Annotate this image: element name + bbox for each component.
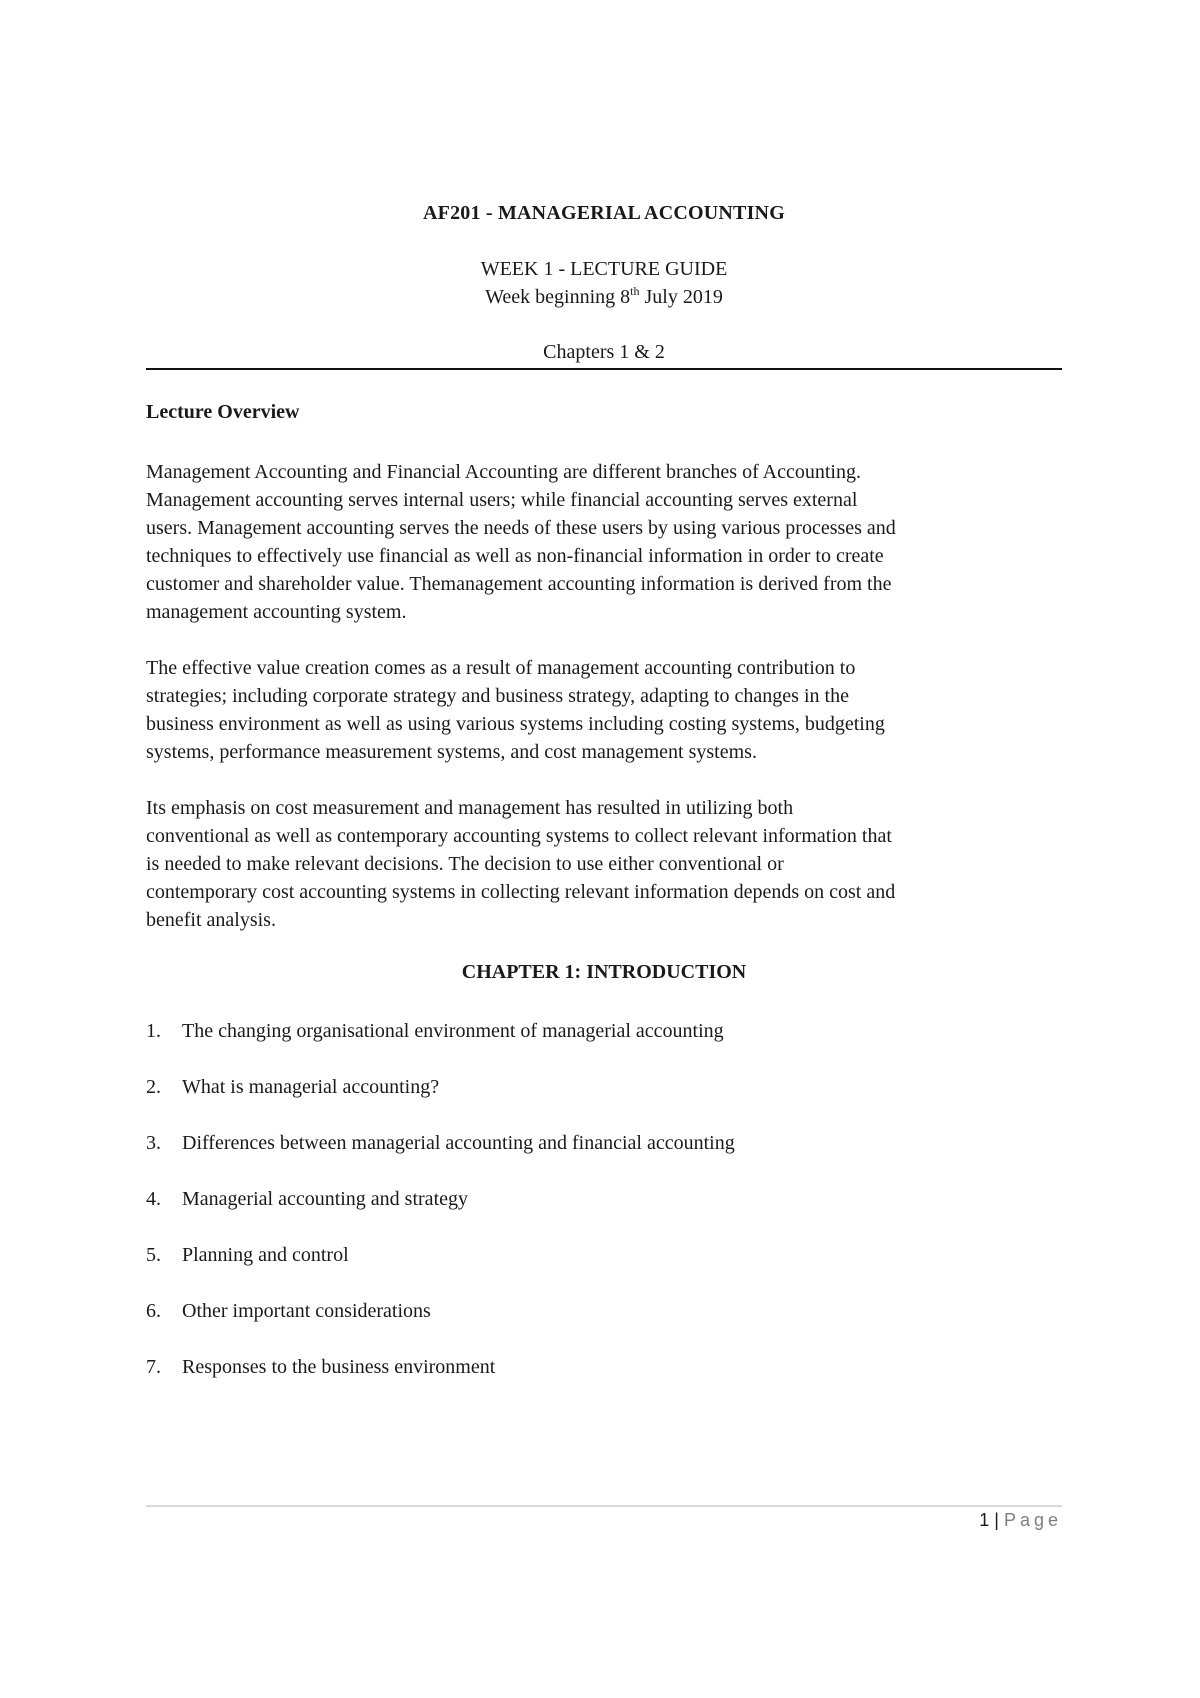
list-item-number: 2. xyxy=(146,1076,161,1098)
list-item-number: 6. xyxy=(146,1300,161,1322)
paragraph-line: business environment as well as using various systems including costing systems, budgeting xyxy=(146,713,885,735)
paragraph-line: The effective value creation comes as a result of management accounting contribution to xyxy=(146,657,856,679)
lecture-overview-heading: Lecture Overview xyxy=(146,401,300,423)
list-item-number: 1. xyxy=(146,1020,161,1042)
list-item-number: 4. xyxy=(146,1188,161,1210)
paragraph-line: conventional as well as contemporary accounting systems to collect relevant information that xyxy=(146,825,892,847)
list-item-text: Other important considerations xyxy=(182,1300,431,1322)
week-date-prefix: Week beginning 8 xyxy=(485,286,631,308)
week-date xyxy=(146,286,1062,309)
list-item xyxy=(146,1297,1062,1353)
paragraph-line: contemporary cost accounting systems in collecting relevant information depends on cost and xyxy=(146,881,896,903)
chapters-label: Chapters 1 & 2 xyxy=(543,341,665,363)
footer-separator: | xyxy=(989,1510,1004,1530)
footer-divider xyxy=(146,1505,1062,1507)
week-date-suffix: July 2019 xyxy=(639,286,723,308)
list-item xyxy=(146,1073,1062,1129)
paragraph-line: Management accounting serves internal users; while financial accounting serves external xyxy=(146,489,858,511)
chapter-1-heading: CHAPTER 1: INTRODUCTION xyxy=(461,961,747,983)
list-item-text: Responses to the business environment xyxy=(182,1356,496,1378)
list-item-number: 7. xyxy=(146,1356,161,1378)
list-item-text: What is managerial accounting? xyxy=(182,1076,440,1098)
header-divider xyxy=(146,368,1062,370)
course-title: AF201 - MANAGERIAL ACCOUNTING xyxy=(423,202,785,224)
list-item xyxy=(146,1185,1062,1241)
chapter-1-topic-list xyxy=(146,1017,1062,1409)
list-item xyxy=(146,1129,1062,1185)
list-item-number: 3. xyxy=(146,1132,161,1154)
overview-paragraph-2 xyxy=(146,654,1062,766)
paragraph-line: customer and shareholder value. Themanagement accounting information is derived from the xyxy=(146,573,892,595)
page-number-footer xyxy=(979,1510,1062,1531)
list-item-number: 5. xyxy=(146,1244,161,1266)
paragraph-line: systems, performance measurement systems, and cost management systems. xyxy=(146,741,757,763)
list-item xyxy=(146,1353,1062,1409)
page-number: 1 xyxy=(979,1510,990,1530)
paragraph-line: Its emphasis on cost measurement and management has resulted in utilizing both xyxy=(146,797,794,819)
list-item-text: The changing organisational environment of managerial accounting xyxy=(182,1020,724,1042)
paragraph-line: users. Management accounting serves the needs of these users by using various processes and xyxy=(146,517,896,539)
list-item-text: Differences between managerial accounting and financial accounting xyxy=(182,1132,735,1154)
page-label: Page xyxy=(1003,1510,1062,1530)
overview-paragraph-3 xyxy=(146,794,1062,934)
paragraph-line: is needed to make relevant decisions. The decision to use either conventional or xyxy=(146,853,784,875)
paragraph-line: strategies; including corporate strategy and business strategy, adapting to changes in the xyxy=(146,685,849,707)
overview-paragraph-1 xyxy=(146,458,1062,626)
paragraph-line: benefit analysis. xyxy=(146,909,276,931)
paragraph-line: Management Accounting and Financial Accounting are different branches of Accounting. xyxy=(146,461,861,483)
week-date-ordinal: th xyxy=(630,284,640,298)
document-page xyxy=(146,0,1062,1698)
lecture-guide-label: WEEK 1 - LECTURE GUIDE xyxy=(480,258,728,280)
paragraph-line: techniques to effectively use financial as well as non-financial information in order to create xyxy=(146,545,884,567)
list-item-text: Planning and control xyxy=(182,1244,349,1266)
list-item xyxy=(146,1017,1062,1073)
list-item-text: Managerial accounting and strategy xyxy=(182,1188,468,1210)
paragraph-line: management accounting system. xyxy=(146,601,407,623)
list-item xyxy=(146,1241,1062,1297)
